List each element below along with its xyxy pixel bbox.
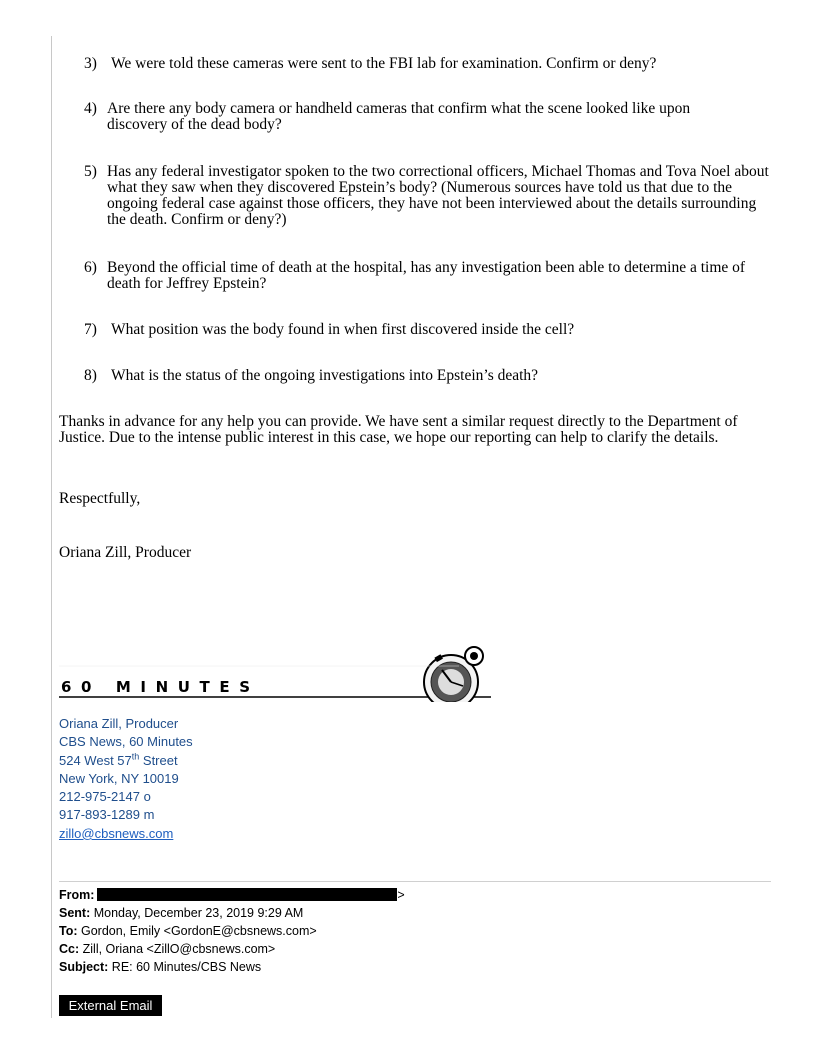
question-number: 8) bbox=[84, 367, 97, 384]
question-number: 3) bbox=[84, 55, 97, 72]
question-item bbox=[84, 368, 774, 384]
question-item bbox=[84, 260, 774, 292]
closing-name: Oriana Zill, Producer bbox=[59, 544, 192, 561]
closing-paragraph: Thanks in advance for any help you can provide. We have sent a similar request directly to the Department of Justice. Due to the intense public interest in this case, we hope our reporting can help to clarify the details. bbox=[59, 413, 738, 446]
question-text: Are there any body camera or handheld cameras that confirm what the scene looked like upon discovery of the dead body? bbox=[107, 100, 691, 133]
question-item bbox=[84, 101, 774, 133]
question-number: 6) bbox=[84, 259, 97, 276]
signature-block bbox=[59, 715, 193, 843]
redaction-bar bbox=[97, 888, 397, 901]
signature-email-link[interactable]: zillo@cbsnews.com bbox=[59, 825, 174, 841]
header-to: To: Gordon, Emily <GordonE@cbsnews.com> bbox=[59, 924, 317, 938]
question-number: 5) bbox=[84, 163, 97, 180]
question-text: What is the status of the ongoing investigations into Epstein’s death? bbox=[111, 367, 539, 384]
question-number: 4) bbox=[84, 100, 97, 117]
header-sent: Sent: Monday, December 23, 2019 9:29 AM bbox=[59, 906, 304, 920]
page-margin-line bbox=[51, 36, 52, 1018]
external-email-tag: External Email bbox=[59, 995, 162, 1016]
email-header bbox=[59, 886, 405, 976]
signature-phone-mobile: 917-893-1289 m bbox=[59, 807, 155, 823]
question-item bbox=[84, 164, 774, 228]
closing-salutation: Respectfully, bbox=[59, 490, 141, 507]
question-text: What position was the body found in when first discovered inside the cell? bbox=[111, 321, 575, 338]
question-item bbox=[84, 322, 774, 338]
header-subject: Subject: RE: 60 Minutes/CBS News bbox=[59, 960, 262, 974]
signature-org: CBS News, 60 Minutes bbox=[59, 734, 193, 750]
header-cc: Cc: Zill, Oriana <ZillO@cbsnews.com> bbox=[59, 942, 276, 956]
logo-text: 60 MINUTES bbox=[61, 678, 260, 696]
question-text: We were told these cameras were sent to the FBI lab for examination. Confirm or deny? bbox=[111, 55, 657, 72]
email-header-divider bbox=[59, 881, 771, 882]
question-item bbox=[84, 56, 774, 72]
question-text: Has any federal investigator spoken to the two correctional officers, Michael Thomas and Tova Noel about what they saw when they discovered Epstein’s body? (Numerous sources have told us that due to the ongoing federal case against those officers, they have not been interviewed about the details surrounding the death. Confirm or deny?) bbox=[107, 163, 769, 228]
signature-street: 524 West 57th Street bbox=[59, 751, 178, 768]
header-from: From: > bbox=[59, 888, 405, 902]
signature-city: New York, NY 10019 bbox=[59, 770, 179, 786]
question-number: 7) bbox=[84, 321, 97, 338]
signature-name: Oriana Zill, Producer bbox=[59, 716, 179, 731]
sixty-minutes-logo bbox=[59, 612, 493, 702]
signature-phone-office: 212-975-2147 o bbox=[59, 789, 151, 805]
question-text: Beyond the official time of death at the hospital, has any investigation been able to determine a time of death for Jeffrey Epstein? bbox=[107, 259, 746, 292]
